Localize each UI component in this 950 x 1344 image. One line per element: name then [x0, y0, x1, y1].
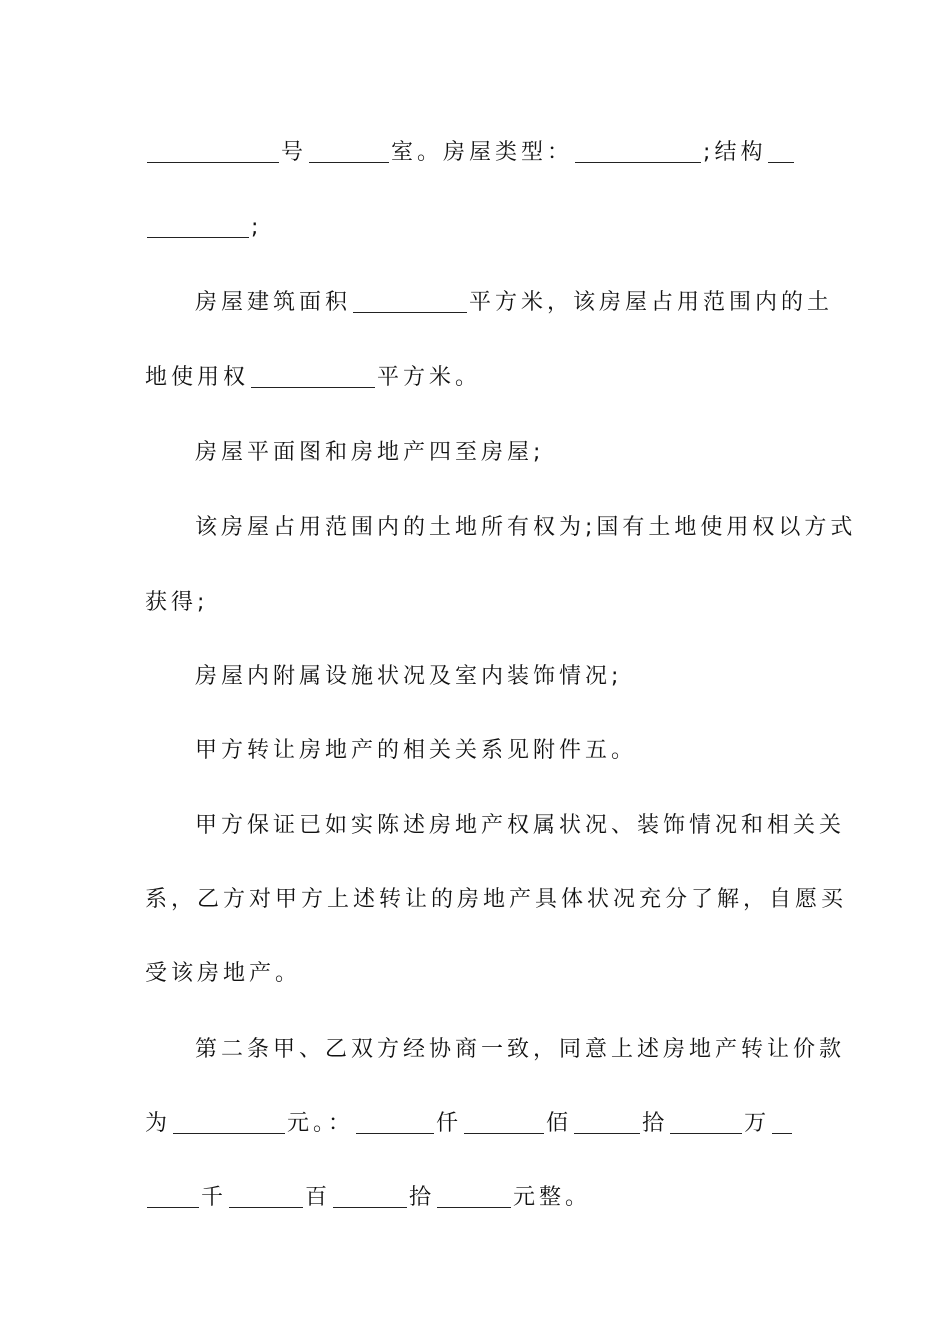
blank-field: [147, 215, 249, 238]
text-line-13: [195, 1035, 846, 1065]
text-segment: 获得;: [145, 590, 209, 615]
text-segment: 第二条甲、乙双方经协商一致，同意上述房地产转让价款: [195, 1037, 846, 1062]
blank-field: [309, 140, 389, 163]
blank-field: [574, 1111, 640, 1134]
blank-field: [356, 1111, 434, 1134]
text-segment: 室。房屋类型：: [391, 140, 574, 165]
text-segment: ;结构: [703, 140, 767, 165]
text-segment: 房屋内附属设施状况及室内装饰情况;: [195, 664, 623, 689]
text-segment: 拾: [409, 1185, 436, 1210]
blank-field: [575, 140, 701, 163]
blank-field: [147, 140, 279, 163]
text-line-14: [145, 1109, 805, 1139]
text-segment: 平方米。: [377, 365, 482, 390]
text-segment: 百: [305, 1185, 332, 1210]
text-segment: 受该房地产。: [145, 961, 302, 986]
blank-field: [353, 290, 467, 313]
text-segment: 地使用权: [145, 365, 250, 390]
text-segment: 元。：: [287, 1111, 355, 1136]
blank-field: [670, 1111, 742, 1134]
text-line-12: [145, 959, 805, 989]
text-segment: 为: [145, 1111, 172, 1136]
text-line-8: [195, 662, 805, 692]
text-segment: 号: [281, 140, 308, 165]
text-line-11: [145, 885, 848, 915]
text-segment: ;: [251, 215, 263, 240]
text-segment: 甲方保证已如实陈述房地产权属状况、装饰情况和相关关: [195, 813, 846, 838]
text-segment: 房屋平面图和房地产四至房屋;: [195, 440, 545, 465]
blank-field: [333, 1185, 407, 1208]
blank-field: [768, 140, 794, 163]
blank-field: [173, 1111, 285, 1134]
text-segment: 甲方转让房地产的相关关系见附件五。: [195, 738, 638, 763]
text-segment: 拾: [642, 1111, 669, 1136]
text-segment: 房屋建筑面积: [195, 290, 352, 315]
text-segment: 系，乙方对甲方上述转让的房地产具体状况充分了解，自愿买: [145, 887, 848, 912]
text-segment: 仟: [436, 1111, 463, 1136]
text-segment: 千: [201, 1185, 228, 1210]
text-line-15: [145, 1183, 805, 1213]
text-line-7: [145, 588, 805, 618]
blank-field: [251, 365, 375, 388]
blank-field: [437, 1185, 511, 1208]
text-segment: 万: [744, 1111, 771, 1136]
text-segment: 元整。: [513, 1185, 592, 1210]
text-line-2: [145, 213, 805, 243]
text-line-9: [195, 736, 805, 766]
text-line-6: [195, 513, 857, 543]
text-line-10: [195, 811, 846, 841]
text-line-5: [195, 438, 805, 468]
text-segment: 该房屋占用范围内的土地所有权为;国有土地使用权以方式: [195, 515, 857, 540]
text-line-3: [195, 288, 834, 318]
text-line-1: [145, 138, 805, 168]
blank-field: [464, 1111, 544, 1134]
text-segment: 平方米，该房屋占用范围内的土: [469, 290, 834, 315]
text-line-4: [145, 363, 805, 393]
blank-field: [147, 1185, 199, 1208]
blank-field: [229, 1185, 303, 1208]
text-segment: 佰: [546, 1111, 573, 1136]
blank-field: [772, 1111, 792, 1134]
